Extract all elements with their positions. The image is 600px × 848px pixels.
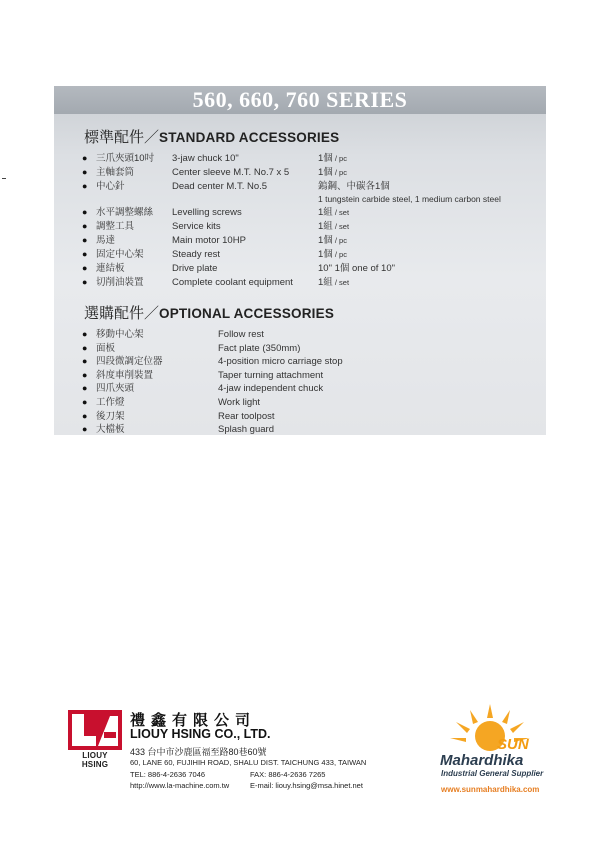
item-en: 4-position micro carriage stop [218, 356, 343, 368]
item-zh: 固定中心架 [96, 249, 144, 260]
item-en: Rear toolpost [218, 410, 275, 422]
item-qty-value: 1組 [318, 221, 333, 232]
item-en: 4-jaw independent chuck [218, 383, 324, 395]
item-qty [318, 180, 390, 193]
standard-heading-zh: 標準配件／ [84, 129, 160, 146]
series-banner [54, 86, 546, 114]
bullet-icon: ● [82, 369, 88, 380]
item-en: Steady rest [172, 249, 221, 260]
standard-heading [84, 126, 339, 147]
bullet-icon: ● [82, 342, 88, 353]
item-qty-value: 1個 [318, 153, 333, 164]
bullet-icon: ● [82, 329, 88, 339]
item-qty-value: 1組 [318, 277, 333, 288]
item-en: Fact plate (350mm) [218, 342, 301, 354]
item-zh: 馬達 [96, 235, 116, 246]
bullet-icon: ● [82, 235, 88, 245]
dead-center-note: 1 tungstein carbide steel, 1 medium carbon steel [318, 194, 501, 204]
item-zh: 移動中心架 [96, 329, 144, 340]
item-zh: 中心針 [96, 181, 125, 192]
bullet-icon: ● [82, 383, 88, 394]
dealer-tagline: Industrial General Supplier [441, 769, 544, 778]
item-qty [318, 152, 347, 165]
bullet-icon: ● [82, 249, 88, 259]
item-en: 3-jaw chuck 10" [172, 153, 239, 164]
company-email[interactable]: E-mail: liouy.hsing@msa.hinet.net [250, 781, 363, 790]
item-en: Dead center M.T. No.5 [172, 181, 268, 192]
item-en: Service kits [172, 221, 221, 232]
item-qty-unit: / set [332, 208, 350, 217]
optional-heading-en: OPTIONAL ACCESSORIES [159, 306, 335, 321]
dealer-name: Mahardhika [440, 752, 524, 769]
item-qty-unit: / pc [332, 168, 347, 177]
liouy-hsing-logo-icon [68, 710, 122, 750]
bullet-icon: ● [82, 397, 88, 407]
bullet-icon: ● [82, 263, 88, 273]
item-en: Levelling screws [172, 207, 242, 218]
bullet-icon: ● [82, 424, 88, 435]
item-zh: 斜度車削裝置 [96, 369, 154, 381]
item-zh: 水平調整螺絲 [96, 207, 154, 218]
standard-heading-en: STANDARD ACCESSORIES [159, 130, 340, 145]
address-en: 60, LANE 60, FUJIHIH ROAD, SHALU DIST. TAICHUNG 433, TAIWAN [130, 758, 367, 767]
item-qty-unit: / pc [332, 154, 347, 163]
item-zh: 大檔板 [96, 424, 125, 436]
bullet-icon: ● [82, 277, 88, 287]
item-en: Taper turning attachment [218, 369, 324, 381]
optional-heading-zh: 選購配件／ [84, 305, 160, 322]
item-qty [318, 166, 347, 179]
item-en: Work light [218, 397, 261, 408]
item-qty-unit: / pc [332, 236, 347, 245]
item-en: Center sleeve M.T. No.7 x 5 [172, 167, 290, 178]
item-qty [318, 248, 347, 261]
item-qty-value: 10" 1個 one of 10" [318, 263, 395, 274]
item-zh: 四段微調定位器 [96, 356, 163, 368]
item-qty [318, 276, 349, 289]
item-zh: 面板 [96, 342, 116, 354]
dealer-sun-word: SUN [497, 736, 529, 753]
bullet-icon: ● [82, 356, 88, 367]
bullet-icon: ● [82, 153, 88, 163]
item-qty-value: 1個 [318, 249, 333, 260]
bullet-icon: ● [82, 221, 88, 231]
item-en: Follow rest [218, 329, 264, 340]
bullet-icon: ● [82, 167, 88, 177]
item-qty-value: 鎢鋼、中碳各1個 [318, 181, 390, 192]
dealer-website[interactable]: www.sunmahardhika.com [441, 785, 540, 794]
bullet-icon: ● [82, 207, 88, 217]
item-qty-unit: / pc [332, 250, 347, 259]
bullet-icon: ● [82, 410, 88, 421]
item-qty-unit: / set [332, 278, 350, 287]
item-zh: 主軸套筒 [96, 167, 135, 178]
company-name-zh: 禮鑫有限公司 [130, 712, 257, 729]
item-zh: 調整工具 [96, 221, 135, 232]
accessories-panel [54, 86, 546, 435]
bullet-icon: ● [82, 181, 88, 191]
item-zh: 連結板 [96, 263, 125, 274]
item-zh: 切削油裝置 [96, 277, 144, 288]
company-name-en: LIOUY HSING CO., LTD. [130, 727, 271, 741]
item-zh: 三爪夾頭10吋 [96, 153, 155, 164]
item-en: Complete coolant equipment [172, 277, 293, 288]
telephone: TEL: 886-4-2636 7046 [130, 770, 206, 779]
item-zh: 後刀架 [96, 410, 125, 422]
optional-heading [84, 302, 334, 323]
logo-label: LIOUY HSING [81, 751, 109, 769]
series-title: 560, 660, 760 SERIES [192, 87, 408, 112]
item-qty [318, 262, 395, 275]
item-en: Main motor 10HP [172, 235, 246, 246]
item-en: Splash guard [218, 424, 274, 436]
item-zh: 工作燈 [96, 397, 125, 408]
item-zh: 四爪夾頭 [96, 383, 135, 395]
address-zh: 433 台中市沙鹿區福至路80巷60號 [130, 747, 267, 757]
item-qty [318, 220, 349, 233]
item-qty-value: 1組 [318, 207, 333, 218]
fax: FAX: 886-4-2636 7265 [250, 770, 326, 779]
item-qty-unit: / set [332, 222, 350, 231]
item-qty-value: 1個 [318, 235, 333, 246]
item-qty [318, 234, 347, 247]
item-en: Drive plate [172, 263, 218, 274]
item-qty [318, 206, 349, 219]
scan-mark [2, 178, 6, 179]
company-website[interactable]: http://www.la-machine.com.tw [130, 781, 230, 790]
item-qty-value: 1個 [318, 167, 333, 178]
